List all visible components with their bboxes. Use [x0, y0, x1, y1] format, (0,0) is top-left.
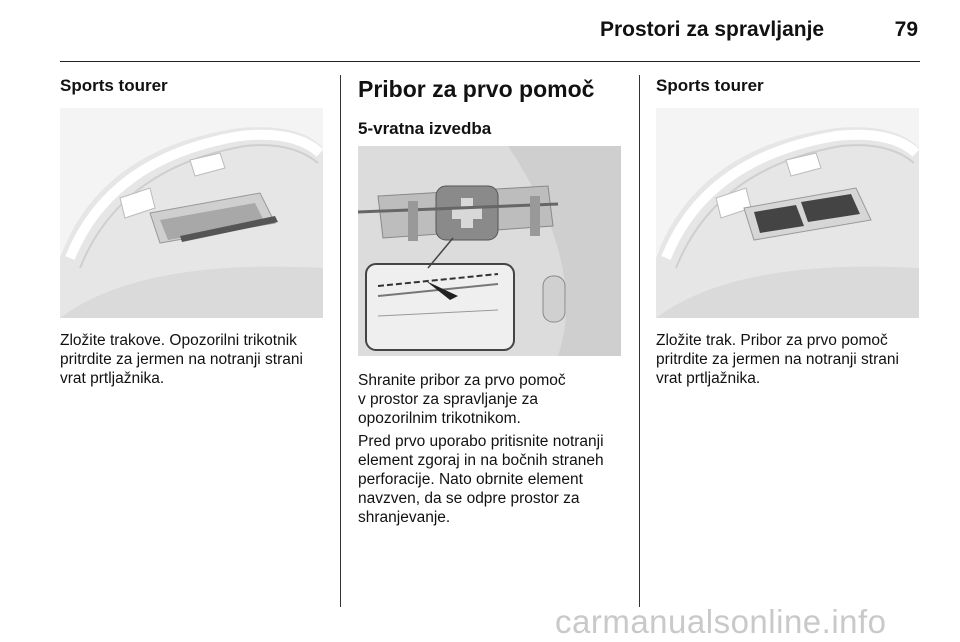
- col1-heading: Sports tourer: [60, 76, 168, 95]
- column-divider-left: [340, 75, 341, 607]
- tailgate-straps-illustration: [60, 108, 323, 318]
- page-number: 79: [894, 18, 918, 41]
- col3-heading: Sports tourer: [656, 76, 764, 95]
- col2-paragraph-1: Shranite pribor za prvo pomoč v prostor za spravljanje za opozorilnim trikotnikom.: [358, 372, 566, 427]
- first-aid-kit-illustration: [358, 146, 621, 356]
- tailgate-strap-illustration: [656, 108, 919, 318]
- watermark-text: carmanualsonline.info: [555, 603, 887, 640]
- section-subtitle: 5-vratna izvedba: [358, 119, 492, 138]
- header-divider: [60, 61, 920, 62]
- col2-paragraph-2: Pred prvo uporabo pritisnite notranji element zgoraj in na bočnih straneh perforacije. Nato obrnite element navzven, da se odpre prostor za shranjevanje.: [358, 433, 604, 526]
- page-header-title: Prostori za spravljanje: [600, 18, 825, 41]
- section-title: Pribor za prvo pomoč: [358, 76, 595, 102]
- column-divider-right: [639, 75, 640, 607]
- col1-paragraph: Zložite trakove. Opozorilni trikotnik pritrdite za jermen na notranji strani vrat prtljažnika.: [60, 332, 303, 387]
- col3-paragraph: Zložite trak. Pribor za prvo pomoč pritrdite za jermen na notranji strani vrat prtljažnika.: [656, 332, 899, 387]
